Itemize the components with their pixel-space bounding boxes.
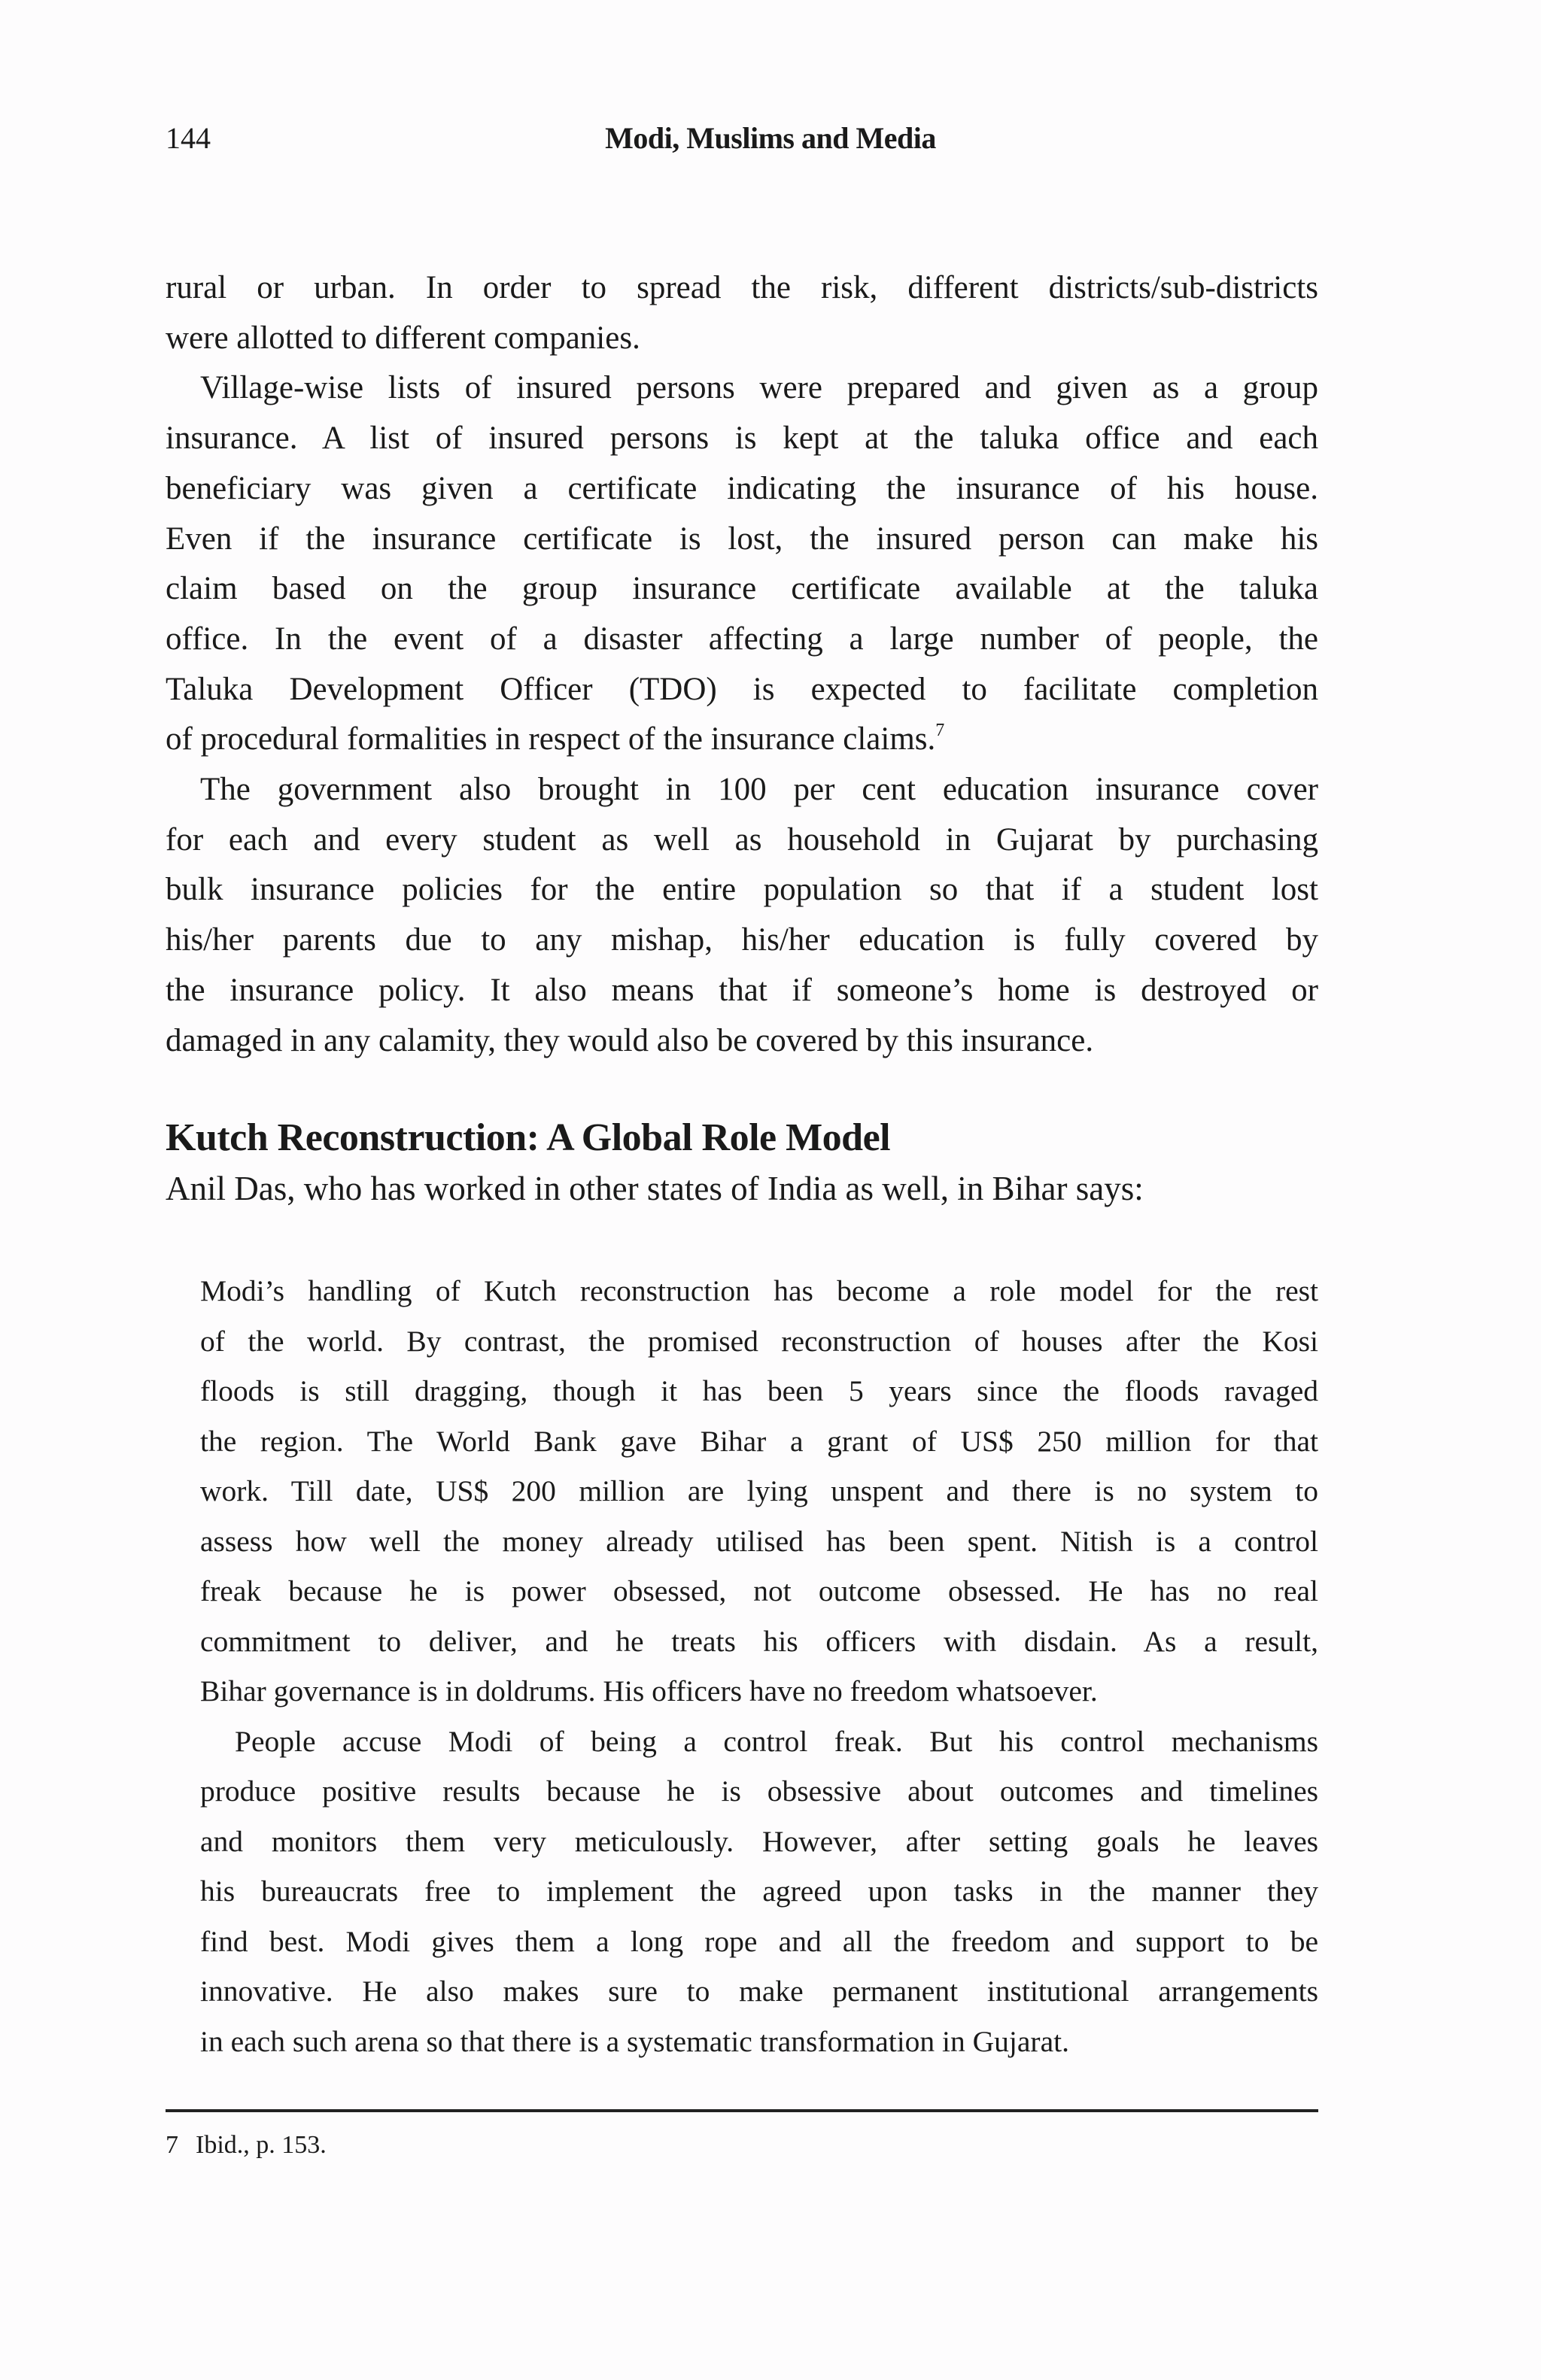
text-line [200,1666,1318,1717]
line-text: Taluka Development Officer (TDO) is expected to facilitate completion [166,671,1318,707]
text-line [166,815,1318,866]
text-line [200,1516,1318,1567]
text-line [166,515,1318,565]
line-text: Village-wise lists of insured persons were prepared and given as a group [200,370,1318,406]
section-intro: Anil Das, who has worked in other states of India as well, in Bihar says: [166,1170,1144,1207]
line-text: work. Till date, US$ 200 million are lying unspent and there is no system to [200,1474,1318,1507]
text-line [200,1966,1318,2017]
line-text: insurance. A list of insured persons is kept at the taluka office and each [166,420,1318,457]
text-line [166,263,1318,314]
line-text: his bureaucrats free to implement the agreed upon tasks in the manner they [200,1875,1318,1908]
line-text: floods is still dragging, though it has been 5 years since the floods ravaged [200,1374,1318,1407]
line-text: assess how well the money already utilised has been spent. Nitish is a control [200,1524,1318,1558]
body-text [166,263,1318,1066]
line-text: Even if the insurance certificate is lost, the insured person can make his [166,521,1318,557]
text-line [166,865,1318,915]
footnote-number: 7 [166,2131,178,2159]
line-text: produce positive results because he is obsessive about outcomes and timelines [200,1774,1318,1808]
line-text: find best. Modi gives them a long rope and all the freedom and support to be [200,1924,1318,1958]
line-text: for each and every student as well as household in Gujarat by purchasing [166,821,1318,858]
line-text: innovative. He also makes sure to make permanent institutional arrangements [200,1975,1318,2008]
block-quote [200,1266,1318,2066]
footnote-divider [166,2109,1318,2112]
text-line [166,715,1318,765]
text-line [166,966,1318,1016]
line-text: in each such arena so that there is a systematic transformation in Gujarat. [200,2024,1069,2058]
section-heading: Kutch Reconstruction: A Global Role Model [166,1116,891,1159]
running-head-title: Modi, Muslims and Media [605,121,936,155]
text-line [166,915,1318,966]
line-text: rural or urban. In order to spread the risk, different districts/sub-districts [166,270,1318,305]
text-line [200,1917,1318,1967]
line-text: commitment to deliver, and he treats his officers with disdain. As a result, [200,1624,1318,1658]
line-text: and monitors them very meticulously. However, after setting goals he leaves [200,1824,1318,1858]
line-text: office. In the event of a disaster affecting a large number of people, the [166,621,1318,657]
line-text: People accuse Modi of being a control freak. But his control mechanisms [235,1724,1318,1758]
text-line [200,1866,1318,1917]
text-line [166,414,1318,464]
text-line [200,1266,1318,1316]
text-line [200,2017,1318,2067]
text-line [200,1766,1318,1817]
line-text: of the world. By contrast, the promised reconstruction of houses after the Kosi [200,1324,1318,1358]
line-text: of procedural formalities in respect of the insurance claims. [166,721,936,757]
text-line [200,1817,1318,1867]
text-line [166,665,1318,715]
text-line [200,1416,1318,1467]
page-number: 144 [166,121,211,155]
text-line [166,363,1318,414]
text-line [166,765,1318,815]
text-line [200,1566,1318,1617]
text-line [166,314,1318,364]
footnote-text: Ibid., p. 153. [196,2131,327,2159]
line-text: were allotted to different companies. [166,320,640,356]
line-text: Bihar governance is in doldrums. His officers have no freedom whatsoever. [200,1674,1098,1708]
line-text: his/her parents due to any mishap, his/her education is fully covered by [166,922,1318,958]
text-line [166,564,1318,615]
footnote [166,2127,327,2163]
line-text: claim based on the group insurance certificate available at the taluka [166,571,1318,607]
line-text: freak because he is power obsessed, not outcome obsessed. He has no real [200,1574,1318,1607]
line-text: the insurance policy. It also means that if someone’s home is destroyed or [166,972,1318,1008]
text-line [200,1366,1318,1416]
text-line [200,1617,1318,1667]
line-text: beneficiary was given a certificate indicating the insurance of his house. [166,470,1318,506]
text-line [200,1316,1318,1367]
footnote-reference: 7 [935,721,945,741]
line-text: the region. The World Bank gave Bihar a grant of US$ 250 million for that [200,1424,1318,1458]
text-line [166,615,1318,665]
text-line [166,1016,1318,1067]
line-text: Modi’s handling of Kutch reconstruction has become a role model for the rest [200,1274,1318,1307]
text-line [200,1717,1318,1767]
line-text: The government also brought in 100 per cent education insurance cover [200,772,1318,808]
line-text: damaged in any calamity, they would also be covered by this insurance. [166,1022,1094,1058]
line-text: bulk insurance policies for the entire population so that if a student lost [166,872,1318,908]
text-line [166,464,1318,515]
text-line [200,1466,1318,1516]
